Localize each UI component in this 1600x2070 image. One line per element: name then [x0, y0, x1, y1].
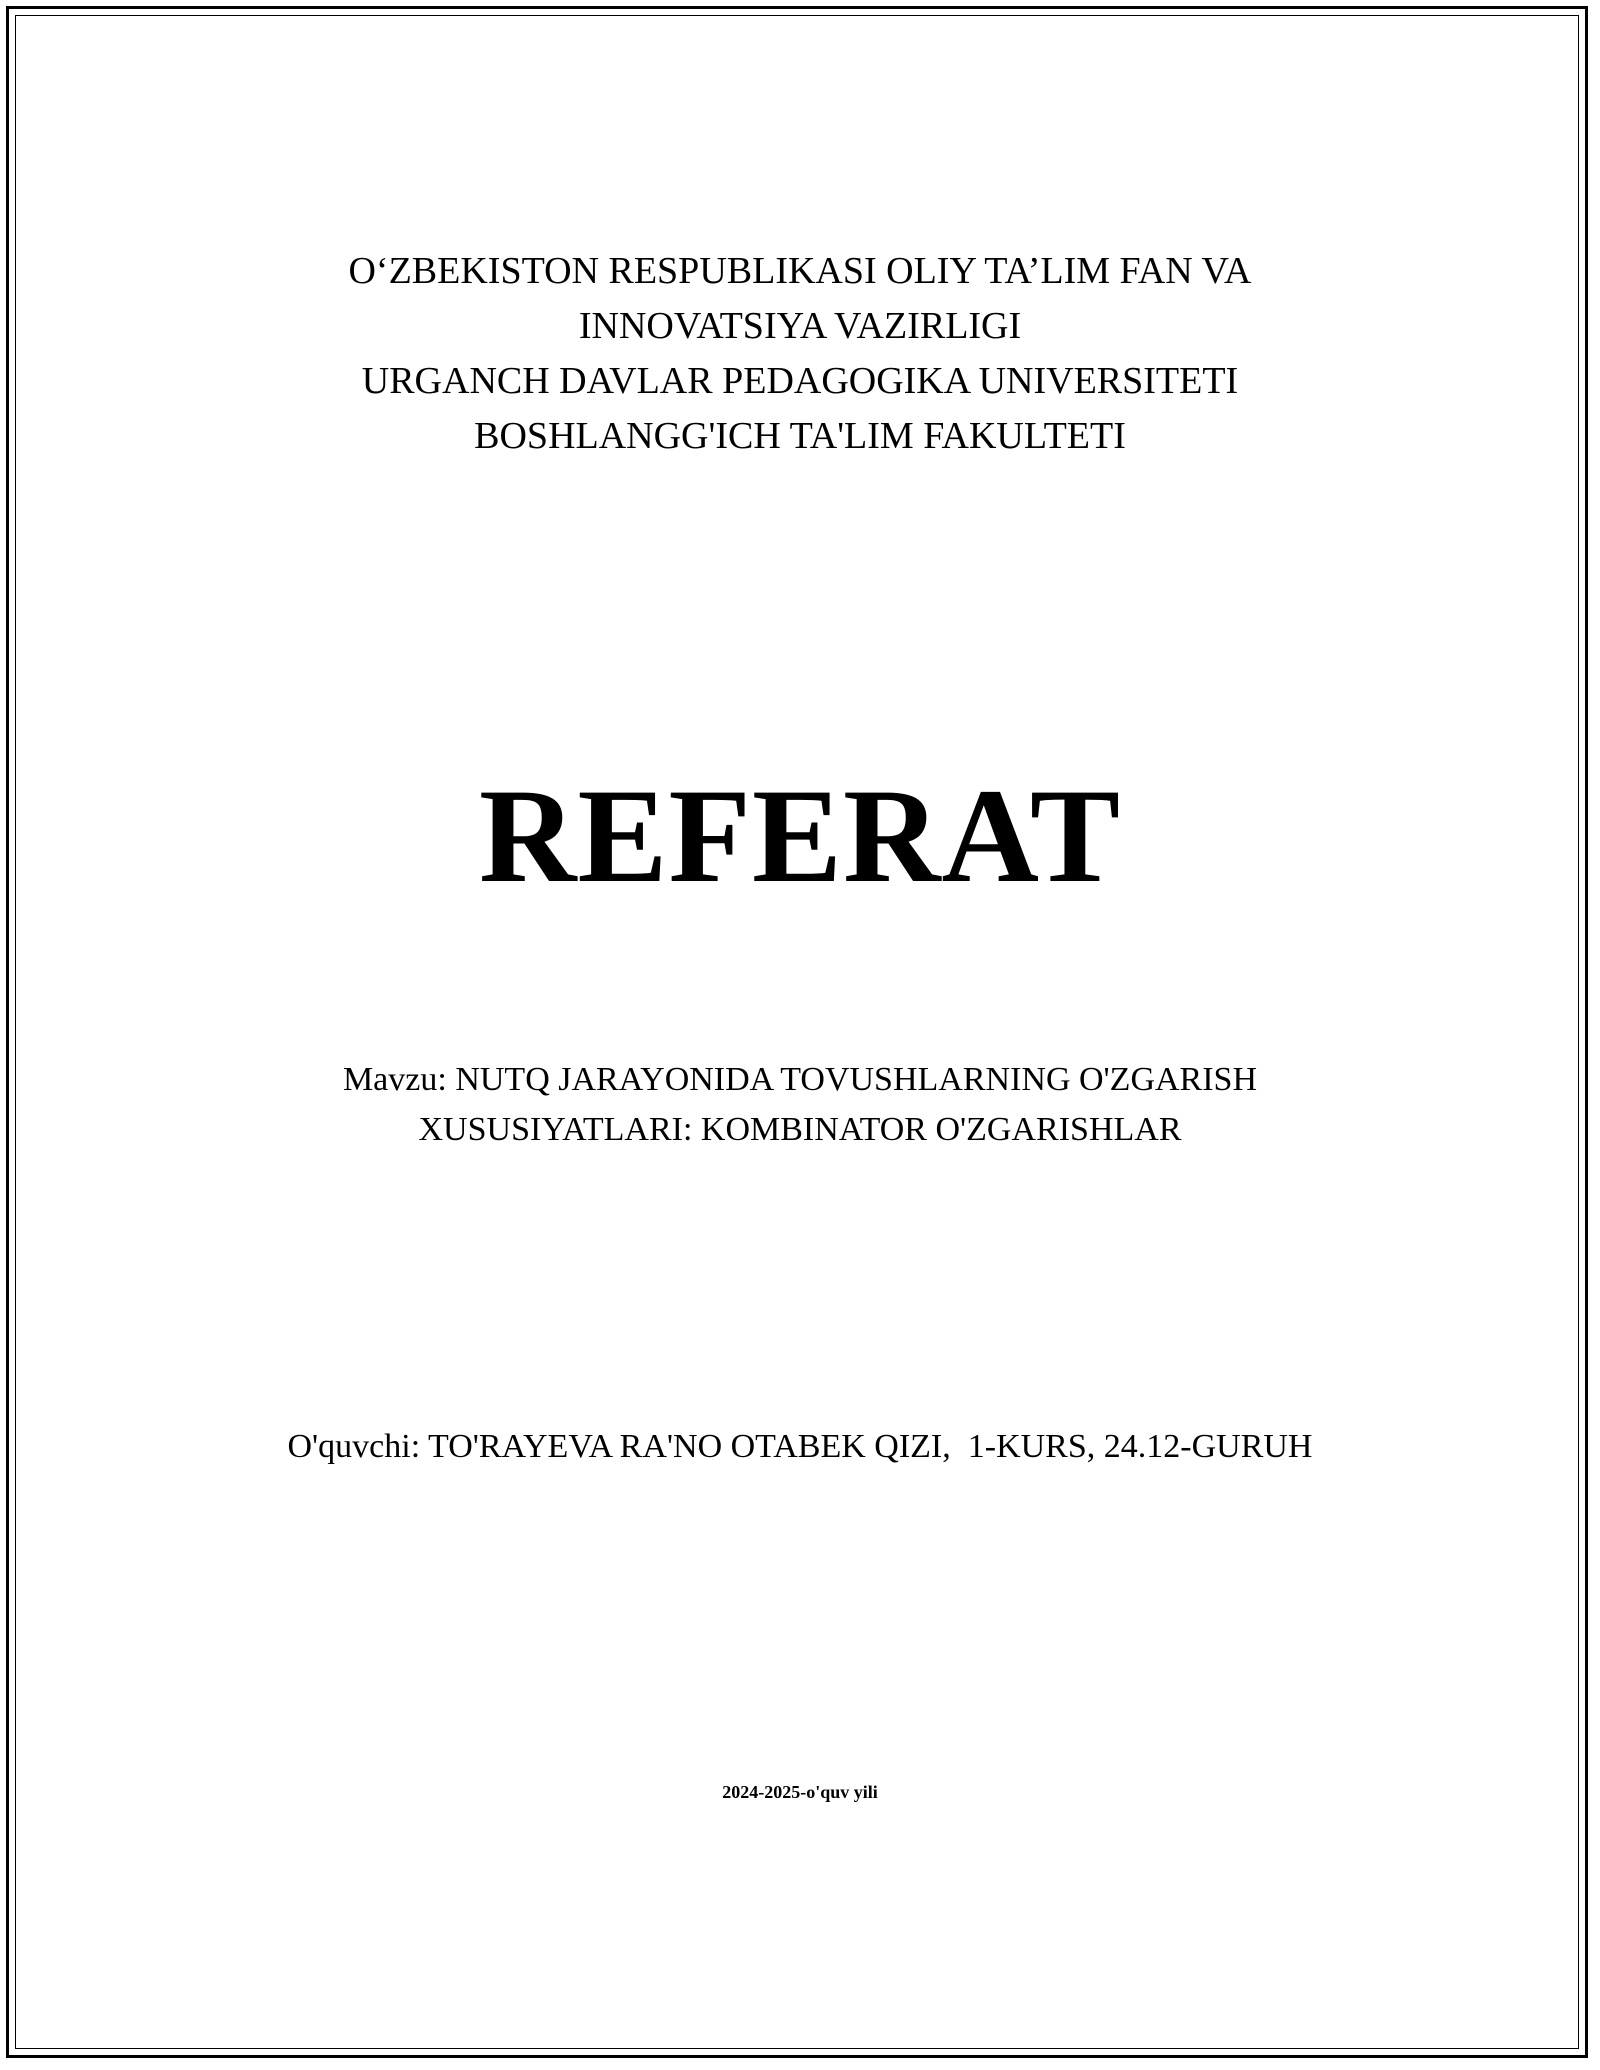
topic-block	[0, 1055, 1600, 1155]
topic-line: XUSUSIYATLARI: KOMBINATOR O'ZGARISHLAR	[418, 1111, 1182, 1148]
student-info: O'quvchi: TO'RAYEVA RA'NO OTABEK QIZI, 1-KURS, 24.12-GURUH	[287, 1428, 1313, 1465]
header-line: URGANCH DAVLAR PEDAGOGIKA UNIVERSITETI	[361, 360, 1239, 402]
header-line: O‘ZBEKISTON RESPUBLIKASI OLIY TA’LIM FAN VA	[348, 250, 1252, 292]
header-line: BOSHLANGG'ICH TA'LIM FAKULTETI	[474, 415, 1126, 457]
header-line: INNOVATSIYA VAZIRLIGI	[578, 305, 1022, 347]
academic-year: 2024-2025-o'quv yili	[722, 1782, 878, 1802]
institution-header	[0, 244, 1600, 464]
topic-line: Mavzu: NUTQ JARAYONIDA TOVUSHLARNING O'ZGARISH	[342, 1061, 1258, 1098]
document-title: REFERAT	[478, 762, 1122, 911]
